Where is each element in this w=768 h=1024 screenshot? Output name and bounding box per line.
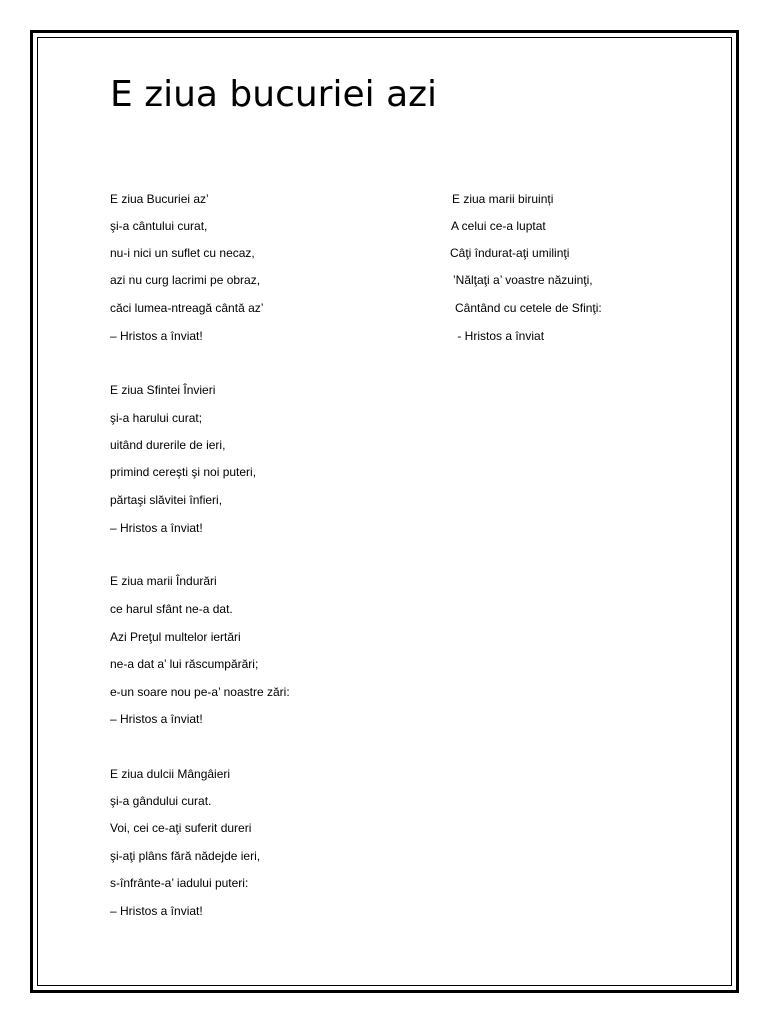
- page-border-inner: [37, 37, 732, 986]
- document-title: E ziua bucuriei azi: [110, 74, 438, 115]
- verse-line: Cântând cu cetele de Sfinţi:: [455, 301, 602, 315]
- verse-line: căci lumea-ntreagă cântă az’: [110, 301, 264, 315]
- verse-line: – Hristos a înviat!: [110, 329, 203, 343]
- verse-line: E ziua marii biruinți: [452, 192, 554, 206]
- verse-line: E ziua marii Îndurări: [110, 574, 217, 588]
- verse-line: – Hristos a înviat!: [110, 712, 203, 726]
- verse-line: azi nu curg lacrimi pe obraz,: [110, 273, 261, 287]
- verse-line: Voi, cei ce-aţi suferit dureri: [110, 821, 252, 835]
- verse-line: A celui ce-a luptat: [451, 219, 546, 233]
- verse-line: E ziua dulcii Mângâieri: [110, 767, 231, 781]
- verse-line: primind cereşti şi noi puteri,: [110, 465, 257, 479]
- verse-line: nu-i nici un suflet cu necaz,: [110, 246, 255, 260]
- verse-line: părtaşi slăvitei înfieri,: [110, 493, 223, 507]
- verse-line: s-înfrânte-a’ iadului puteri:: [110, 876, 249, 890]
- verse-line: şi-a gândului curat.: [110, 794, 212, 808]
- verse-line: Azi Preţul multelor iertări: [110, 630, 241, 644]
- verse-line: e-un soare nou pe-a’ noastre zări:: [110, 685, 290, 699]
- verse-line: ’Nălţaţi a’ voastre năzuinţi,: [453, 273, 593, 287]
- verse-line: şi-a cântului curat,: [110, 219, 208, 233]
- verse-line: E ziua Sfintei Învieri: [110, 383, 216, 397]
- verse-line: uitând durerile de ieri,: [110, 438, 226, 452]
- verse-line: – Hristos a înviat!: [110, 904, 203, 918]
- verse-line: ne-a dat a’ lui răscumpărări;: [110, 657, 259, 671]
- verse-line: ce harul sfânt ne-a dat.: [110, 602, 233, 616]
- verse-line: - Hristos a înviat: [454, 329, 545, 343]
- verse-line: şi-aţi plâns fără nădejde ieri,: [110, 849, 261, 863]
- verse-line: E ziua Bucuriei az’: [110, 192, 209, 206]
- verse-line: Câţi îndurat-aţi umilinţi: [450, 246, 570, 260]
- verse-line: – Hristos a înviat!: [110, 521, 203, 535]
- verse-line: şi-a harului curat;: [110, 411, 203, 425]
